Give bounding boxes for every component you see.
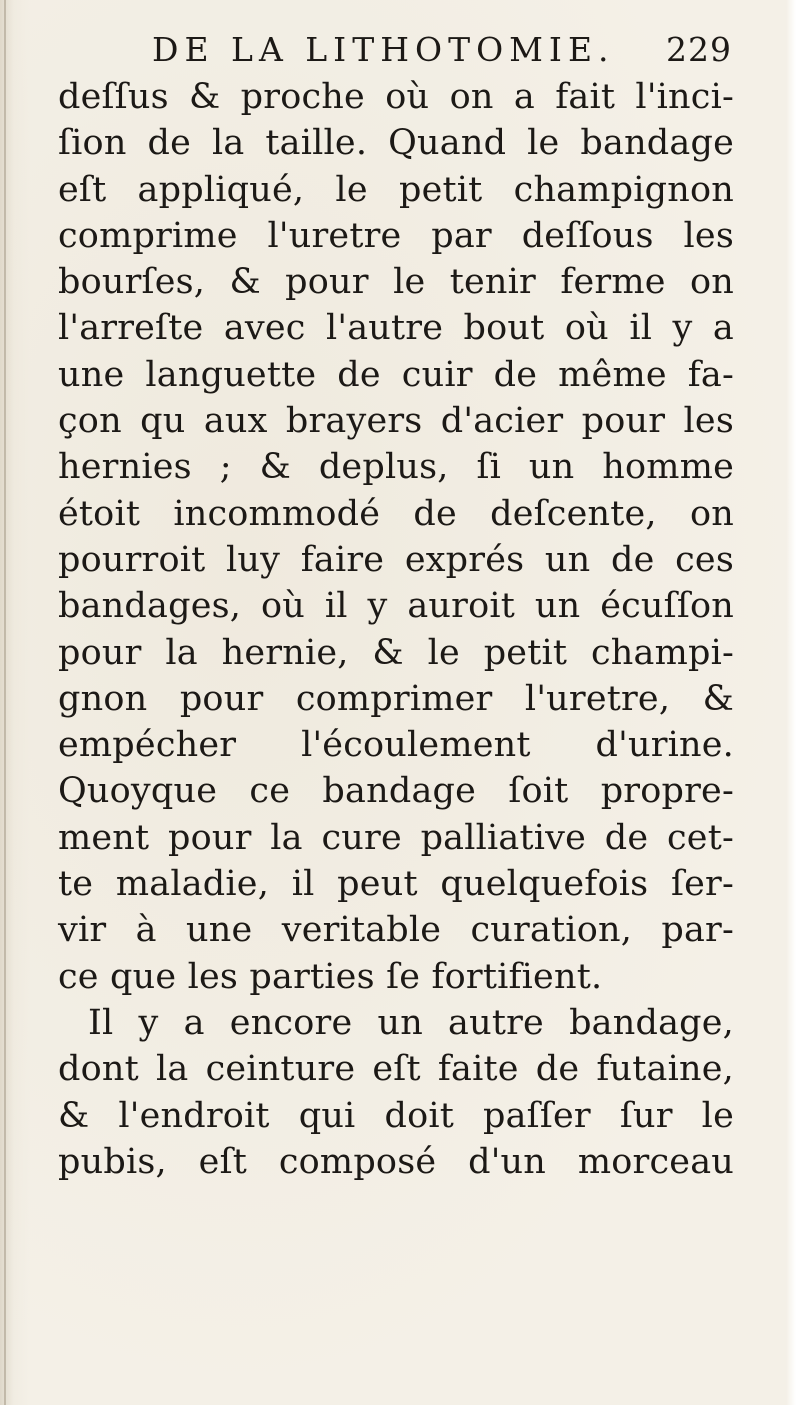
page-number: 229: [666, 30, 732, 69]
binding-gutter: [4, 0, 6, 1405]
text-line: une languette de cuir de même fa-: [58, 354, 734, 395]
text-line-paragraph-start: Il y a encore un autre bandage,: [88, 1002, 734, 1043]
text-line: gnon pour comprimer l'uretre, &: [58, 678, 734, 719]
text-line: l'arreſte avec l'autre bout où il y a: [58, 308, 734, 349]
body-text: [58, 74, 734, 1185]
text-line: hernies ; & deplus, ſi un homme: [58, 447, 734, 488]
text-line: pubis, eſt composé d'un morceau: [58, 1141, 734, 1182]
text-line: bourſes, & pour le tenir ferme on: [58, 262, 734, 303]
text-line: Quoyque ce bandage ſoit propre-: [58, 771, 734, 812]
running-head-title: DE LA LITHOTOMIE.: [152, 30, 615, 69]
text-line: bandages, où il y auroit un écuſſon: [58, 586, 734, 627]
text-line: comprime l'uretre par deſſous les: [58, 215, 734, 256]
text-line: étoit incommodé de deſcente, on: [58, 493, 734, 534]
text-line: ſion de la taille. Quand le bandage: [58, 123, 734, 164]
text-line: pourroit luy faire exprés un de ces: [58, 539, 734, 580]
text-line: vir à une veritable curation, par-: [58, 910, 734, 951]
text-line: deſſus & proche où on a fait l'inci-: [58, 77, 734, 117]
text-line: & l'endroit qui doit paſſer ſur le: [58, 1095, 734, 1136]
text-line: dont la ceinture eſt faite de futaine,: [58, 1049, 734, 1090]
text-line: ment pour la cure palliative de cet-: [58, 817, 734, 858]
text-line-paragraph-end: ce que les parties ſe fortifient.: [58, 956, 603, 997]
running-head: [152, 22, 732, 78]
text-line: te maladie, il peut quelquefois ſer-: [58, 864, 734, 905]
text-line: pour la hernie, & le petit champi-: [58, 632, 734, 673]
text-line: çon qu aux brayers d'acier pour les: [58, 401, 734, 442]
text-line: eſt appliqué, le petit champignon: [58, 169, 734, 210]
text-line: empécher l'écoulement d'urine.: [58, 725, 734, 766]
scan-edge: [786, 0, 800, 1405]
